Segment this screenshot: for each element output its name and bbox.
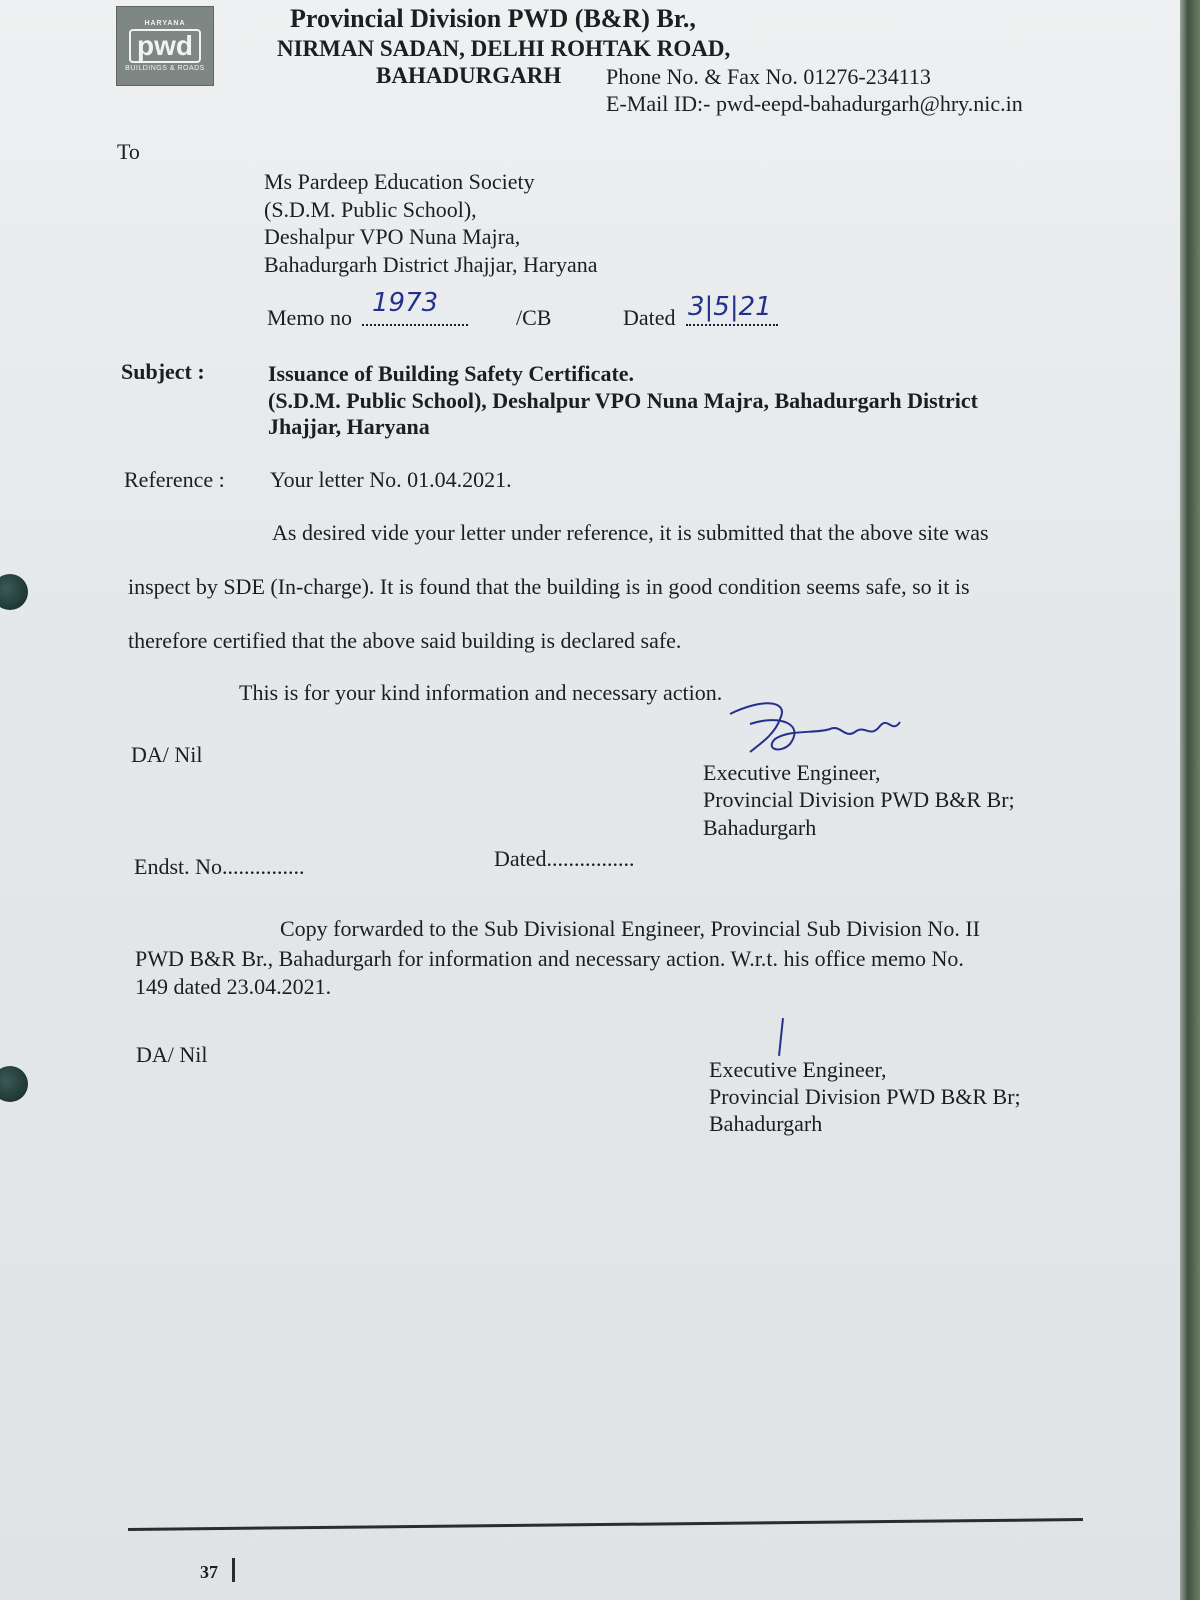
dated-label: Dated <box>623 305 676 330</box>
background-edge <box>1180 0 1200 1600</box>
org-city: BAHADURGARH <box>376 63 562 88</box>
endorsement-number: Endst. No............... <box>134 854 305 879</box>
reference-label: Reference : <box>124 467 225 492</box>
recipient-line: Bahadurgarh District Jhajjar, Haryana <box>264 252 598 277</box>
subject-line: (S.D.M. Public School), Deshalpur VPO Nuna Majra, Bahadurgarh District <box>268 388 978 413</box>
enclosure-label: DA/ Nil <box>131 742 203 767</box>
enclosure-label: DA/ Nil <box>136 1042 208 1067</box>
body-line: This is for your kind information and necessary action. <box>239 680 723 705</box>
org-email: E-Mail ID:- pwd-eepd-bahadurgarh@hry.nic.in <box>606 91 1023 116</box>
logo-top-text: HARYANA <box>144 20 186 27</box>
signatory-place: Bahadurgarh <box>703 815 817 840</box>
signatory-division: Provincial Division PWD B&R Br; <box>703 787 1015 812</box>
org-address: NIRMAN SADAN, DELHI ROHTAK ROAD, <box>277 36 731 61</box>
recipient-line: (S.D.M. Public School), <box>264 197 477 222</box>
signatory-title: Executive Engineer, <box>709 1057 887 1082</box>
reference-text: Your letter No. 01.04.2021. <box>270 467 512 492</box>
signatory-title: Executive Engineer, <box>703 760 881 785</box>
org-name: Provincial Division PWD (B&R) Br., <box>290 4 696 33</box>
subject-line: Issuance of Building Safety Certificate. <box>268 361 635 386</box>
date-handwritten: 3|5|21 <box>688 292 772 322</box>
org-phone: Phone No. & Fax No. 01276-234113 <box>606 64 931 89</box>
endorsement-dated: Dated................ <box>494 846 635 871</box>
recipient-line: Deshalpur VPO Nuna Majra, <box>264 224 521 249</box>
body-line: inspect by SDE (In-charge). It is found that the building is in good condition seems safe, so it is <box>128 574 970 599</box>
logo-mark: pwd <box>129 29 201 63</box>
memo-suffix: /CB <box>516 305 552 330</box>
copy-line: 149 dated 23.04.2021. <box>135 974 332 999</box>
memo-label: Memo no <box>267 305 352 330</box>
signatory-place: Bahadurgarh <box>709 1111 823 1136</box>
page-number: 37 <box>200 1562 218 1582</box>
signature-mark <box>720 694 910 764</box>
subject-label: Subject : <box>121 359 205 384</box>
pwd-logo <box>116 6 214 86</box>
subject-line: Jhajjar, Haryana <box>268 414 430 439</box>
body-line: As desired vide your letter under reference, it is submitted that the above site was <box>272 520 989 545</box>
copy-line: Copy forwarded to the Sub Divisional Engineer, Provincial Sub Division No. II <box>280 916 980 941</box>
to-label: To <box>117 139 140 164</box>
recipient-line: Ms Pardeep Education Society <box>264 169 535 194</box>
logo-sub-text: BUILDINGS & ROADS <box>125 65 205 72</box>
footer-divider <box>232 1558 235 1582</box>
body-line: therefore certified that the above said building is declared safe. <box>128 628 682 653</box>
copy-line: PWD B&R Br., Bahadurgarh for information and necessary action. W.r.t. his office memo No. <box>135 946 964 971</box>
signatory-division: Provincial Division PWD B&R Br; <box>709 1084 1021 1109</box>
memo-number-handwritten: 1973 <box>372 288 439 318</box>
